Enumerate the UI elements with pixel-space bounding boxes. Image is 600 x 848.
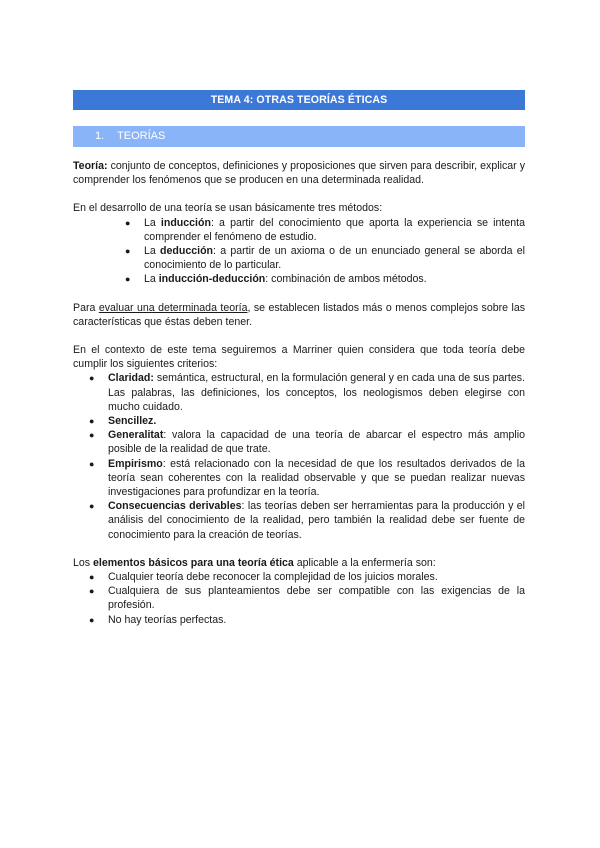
criteria-list xyxy=(73,371,525,541)
elements-term: elementos básicos para una teoría ética xyxy=(93,556,294,569)
criterion-term: Sencillez. xyxy=(108,415,157,428)
section-label: TEORÍAS xyxy=(117,130,166,142)
methods-list xyxy=(73,216,525,287)
methods-intro: En el desarrollo de una teoría se usan básicamente tres métodos: xyxy=(73,202,383,215)
evaluate-underlined: evaluar una determinada teoría xyxy=(98,301,248,314)
section-number: 1. xyxy=(95,130,105,142)
bullet-icon: ● xyxy=(125,217,131,228)
list-item: ● Empirismo: está relacionado con la necesidad de que los resultados derivados de la teoría sean coherentes con la realidad observable y que se puedan realizar nuevas investigaciones para profundizar en la teoría. xyxy=(89,457,525,499)
list-item: ● La inducción-deducción: combinación de ambos métodos. xyxy=(125,273,427,286)
definition-text: conjunto de conceptos, definiciones y proposiciones que sirven para describir, explicar y comprender los fenómenos que se producen en una determinada realidad. xyxy=(73,160,525,187)
bullet-icon: ● xyxy=(89,416,95,427)
method-term: inducción-deducción xyxy=(158,273,266,286)
definition-paragraph xyxy=(73,159,525,187)
bullet-icon: ● xyxy=(89,501,95,512)
elements-intro: Los elementos básicos para una teoría ética aplicable a la enfermería son: xyxy=(73,556,436,569)
elements-list xyxy=(73,570,525,627)
criterion-term: Generalitat xyxy=(108,429,164,442)
criteria-intro: En el contexto de este tema seguiremos a Marriner quien considera que toda teoría debe cumplir los siguientes criterios: xyxy=(73,344,525,371)
list-item: ● Cualquier teoría debe reconocer la complejidad de los juicios morales. xyxy=(89,571,438,584)
list-item xyxy=(89,414,525,428)
method-term: deducción xyxy=(160,245,214,258)
criterion-term: Empirismo xyxy=(108,457,163,470)
document-title: TEMA 4: OTRAS TEORÍAS ÉTICAS xyxy=(73,90,525,110)
criterion-term: Consecuencias derivables xyxy=(108,500,242,513)
bullet-icon: ● xyxy=(89,586,95,597)
list-item: ● Claridad: semántica, estructural, en la formulación general y en cada una de sus partes. Las palabras, las definiciones, los conceptos, los neologismos deben elegirse con mucho cuidado. xyxy=(89,372,525,413)
list-item: ● Consecuencias derivables: las teorías deben ser herramientas para la producción y el análisis del conocimiento de la realidad, pero también la realidad debe ser fuente de conocimiento para la creación de teorías. xyxy=(89,500,525,541)
section-heading xyxy=(73,126,525,147)
list-item: ● La deducción: a partir de un axioma o de un enunciado general se aborda el conocimiento de lo particular. xyxy=(125,245,525,272)
bullet-icon: ● xyxy=(89,614,95,625)
bullet-icon: ● xyxy=(89,572,95,583)
bullet-icon: ● xyxy=(89,373,95,384)
bullet-icon: ● xyxy=(125,246,131,257)
document-page xyxy=(73,90,525,627)
definition-term: Teoría: xyxy=(73,160,108,172)
bullet-icon: ● xyxy=(125,274,131,285)
list-item: ● No hay teorías perfectas. xyxy=(89,613,227,626)
evaluate-paragraph: Para evaluar una determinada teoría, se establecen listados más o menos complejos sobre las características que éstas deben tener. xyxy=(73,301,526,328)
list-item: ● Generalitat: valora la capacidad de una teoría de abarcar el espectro más amplio posible de la realidad de que trate. xyxy=(89,429,525,456)
method-term: inducción xyxy=(160,216,211,229)
list-item: ● Cualquiera de sus planteamientos debe ser compatible con las exigencias de la profesión. xyxy=(89,585,525,612)
bullet-icon: ● xyxy=(89,458,95,469)
list-item: ● La inducción: a partir del conocimiento que aporta la experiencia se intenta comprender el fenómeno de estudio. xyxy=(125,216,525,243)
criterion-term: Claridad: xyxy=(108,372,154,385)
bullet-icon: ● xyxy=(89,430,95,441)
